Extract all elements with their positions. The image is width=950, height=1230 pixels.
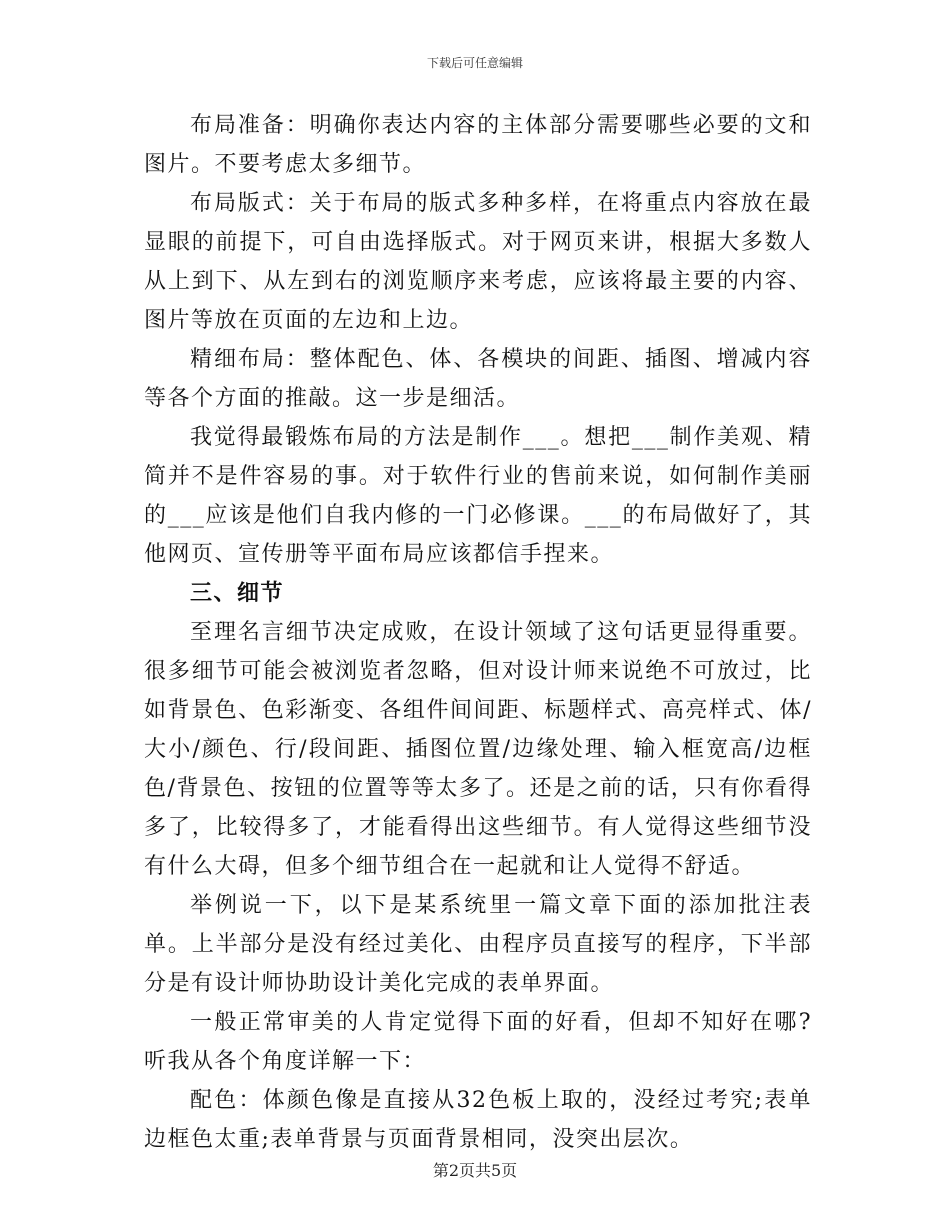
paragraph-example: 举例说一下，以下是某系统里一篇文章下面的添加批注表单。上半部分是没有经过美化、由程序员直接写的程序，下半部分是有设计师协助设计美化完成的表单界面。 [144, 893, 812, 996]
paragraph-fine-layout: 精细布局：整体配色、体、各模块的间距、插图、增减内容等各个方面的推敲。这一步是细活。 [144, 347, 812, 411]
paragraph-layout-prep: 布局准备：明确你表达内容的主体部分需要哪些必要的文和图片。不要考虑太多细节。 [144, 113, 812, 177]
paragraph-color: 配色：体颜色像是直接从32色板上取的，没经过考究;表单边框色太重;表单背景与页面背景相同，没突出层次。 [144, 1088, 812, 1152]
document-body [144, 106, 812, 1159]
paragraph-details: 至理名言细节决定成败，在设计领域了这句话更显得重要。很多细节可能会被浏览者忽略，但对设计师来说绝不可放过，比如背景色、色彩渐变、各组件间间距、标题样式、高亮样式、体/大小/颜色、行/段间距、插图位置/边缘处理、输入框宽高/边框色/背景色、按钮的位置等等太多了。还是之前的话，只有你看得多了，比较得多了，才能看得出这些细节。有人觉得这些细节没有什么大碍，但多个细节组合在一起就和让人觉得不舒适。 [144, 620, 812, 879]
page-header: 下载后可任意编辑 [426, 56, 523, 70]
paragraph-aesthetics: 一般正常审美的人肯定觉得下面的好看，但却不知好在哪?听我从各个角度详解一下： [144, 1010, 812, 1074]
section-heading-details: 三、细节 [190, 581, 285, 606]
paragraph-layout-format: 布局版式：关于布局的版式多种多样，在将重点内容放在最显眼的前提下，可自由选择版式。对于网页来讲，根据大多数人从上到下、从左到右的浏览顺序来考虑，应该将最主要的内容、图片等放在页面的左边和上边。 [144, 191, 812, 333]
paragraph-practice: 我觉得最锻炼布局的方法是制作___。想把___制作美观、精简并不是件容易的事。对于软件行业的售前来说，如何制作美丽的___应该是他们自我内修的一门必修课。___的布局做好了，其他网页、宣传册等平面布局应该都信手捏来。 [144, 425, 812, 567]
page-footer: 第2页共5页 [432, 1161, 518, 1180]
